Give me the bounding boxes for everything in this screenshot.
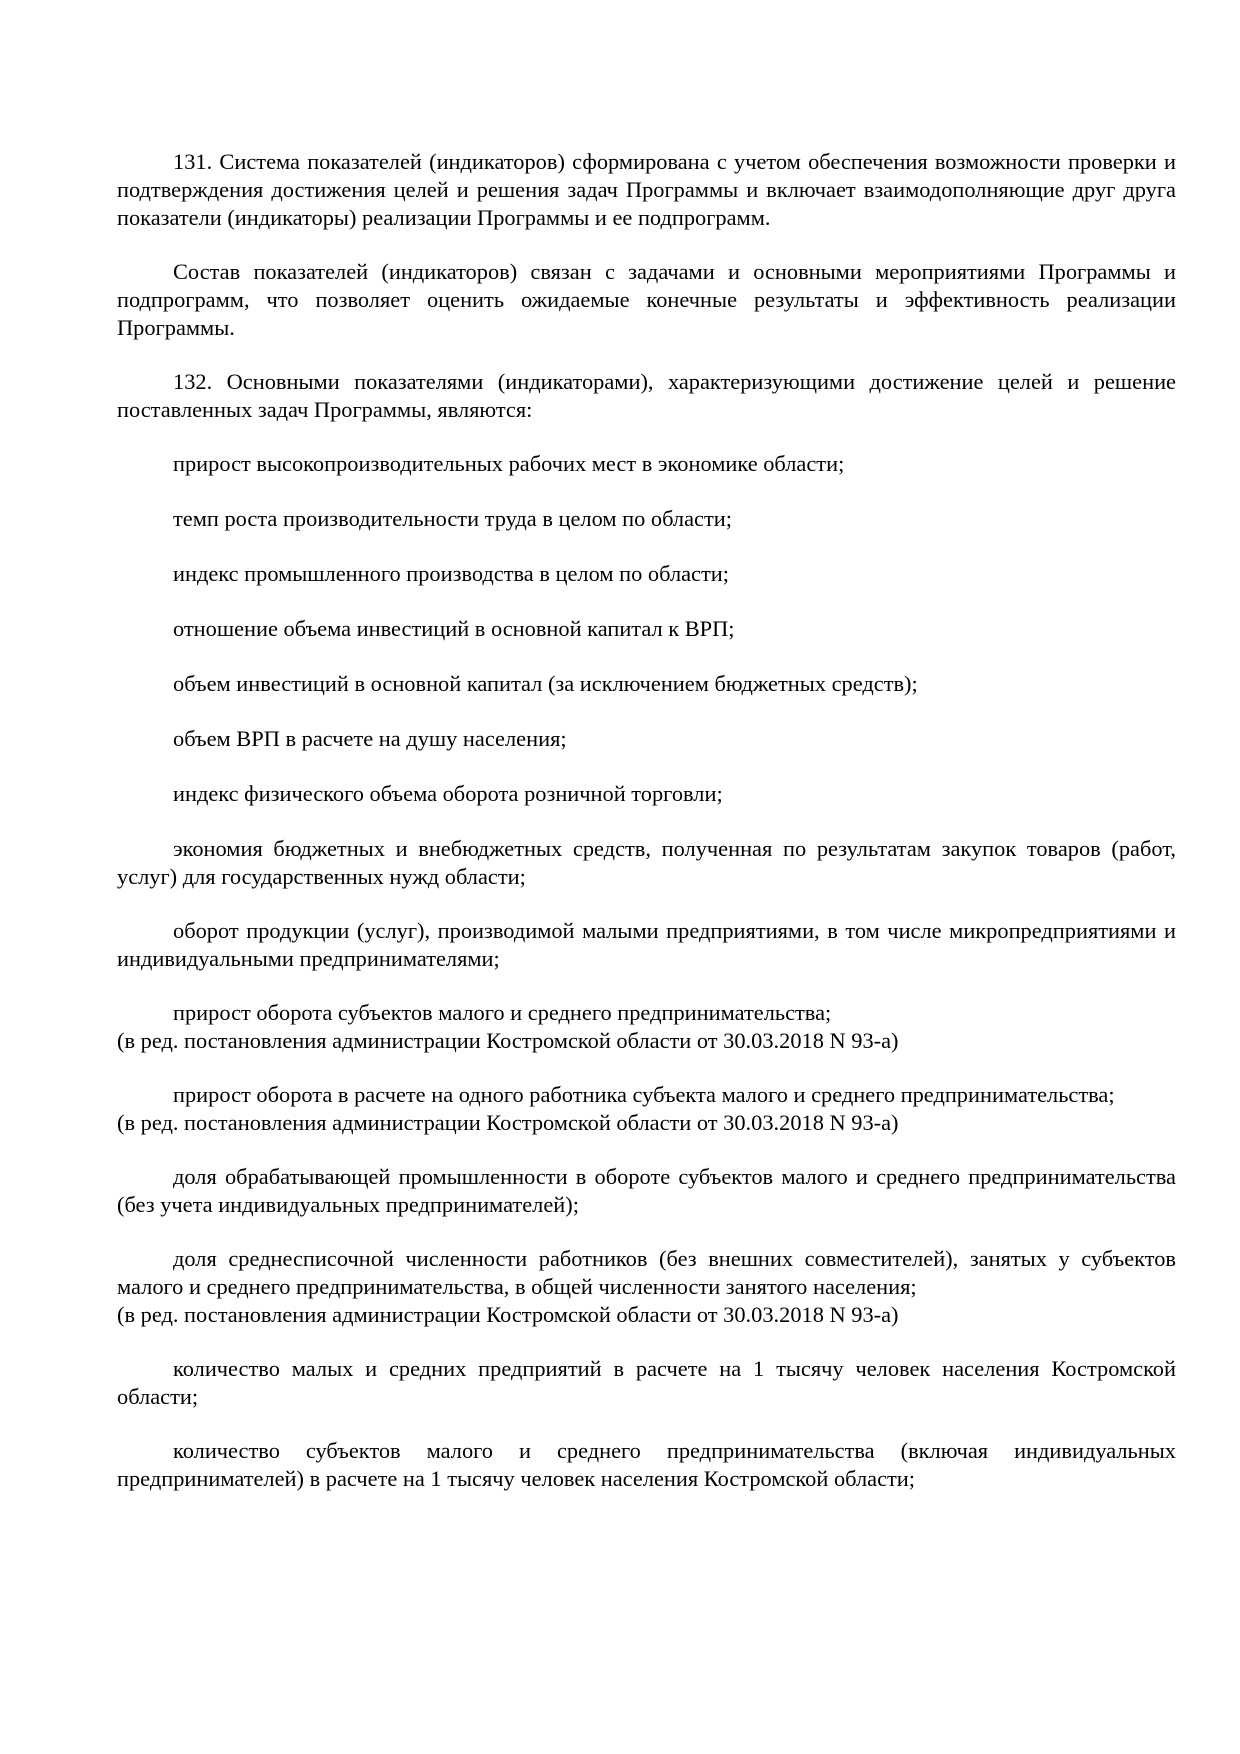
document-page [117, 148, 1176, 1519]
indicator-text: количество малых и средних предприятий в расчете на 1 тысячу человек населения Костромской области; [117, 1356, 1176, 1409]
indicator-item [117, 917, 1176, 973]
indicator-text: прирост оборота в расчете на одного работника субъекта малого и среднего предпринимательства; [173, 1082, 1115, 1107]
indicator-item [117, 1081, 1176, 1137]
amendment-note: (в ред. постановления администрации Костромской области от 30.03.2018 N 93-а) [117, 1110, 899, 1135]
indicator-item [117, 450, 1176, 478]
paragraph-text: 132. Основными показателями (индикаторами), характеризующими достижение целей и решение поставленных задач Программы, являются: [117, 369, 1176, 422]
amendment-note: (в ред. постановления администрации Костромской области от 30.03.2018 N 93-а) [117, 1302, 899, 1327]
indicator-item [117, 615, 1176, 643]
indicator-text: оборот продукции (услуг), производимой малыми предприятиями, в том числе микропредприятиями и индивидуальными предпринимателями; [117, 918, 1176, 971]
indicator-text: отношение объема инвестиций в основной капитал к ВРП; [173, 616, 735, 641]
indicator-item [117, 999, 1176, 1055]
indicator-text: экономия бюджетных и внебюджетных средств, полученная по результатам закупок товаров (работ, услуг) для государственных нужд области; [117, 836, 1176, 889]
indicator-item [117, 1163, 1176, 1219]
indicator-item [117, 1245, 1176, 1329]
paragraph-131 [117, 148, 1176, 232]
indicator-item [117, 1355, 1176, 1411]
indicator-text: объем инвестиций в основной капитал (за исключением бюджетных средств); [173, 671, 918, 696]
indicator-text: количество субъектов малого и среднего предпринимательства (включая индивидуальных предпринимателей) в расчете на 1 тысячу человек населения Костромской области; [117, 1438, 1176, 1491]
paragraph-indicators-composition [117, 258, 1176, 342]
paragraph-text: 131. Система показателей (индикаторов) сформирована с учетом обеспечения возможности проверки и подтверждения достижения целей и решения задач Программы и включает взаимодополняющие друг друга показатели (индикаторы) реализации Программы и ее подпрограмм. [117, 149, 1176, 230]
indicator-text: индекс промышленного производства в целом по области; [173, 561, 729, 586]
paragraph-text: Состав показателей (индикаторов) связан с задачами и основными мероприятиями Программы и подпрограмм, что позволяет оценить ожидаемые конечные результаты и эффективность реализации Программы. [117, 259, 1176, 340]
indicator-text: прирост оборота субъектов малого и среднего предпринимательства; [173, 1000, 832, 1025]
indicator-text: объем ВРП в расчете на душу населения; [173, 726, 567, 751]
indicator-item [117, 670, 1176, 698]
paragraph-132 [117, 368, 1176, 424]
indicator-text: доля обрабатывающей промышленности в обороте субъектов малого и среднего предпринимательства (без учета индивидуальных предпринимателей); [117, 1164, 1176, 1217]
indicator-text: темп роста производительности труда в целом по области; [173, 506, 732, 531]
indicator-item [117, 725, 1176, 753]
indicator-item [117, 780, 1176, 808]
indicator-item [117, 560, 1176, 588]
indicator-item [117, 1437, 1176, 1493]
indicator-item [117, 835, 1176, 891]
indicator-item [117, 505, 1176, 533]
indicator-text: прирост высокопроизводительных рабочих мест в экономике области; [173, 451, 845, 476]
amendment-note: (в ред. постановления администрации Костромской области от 30.03.2018 N 93-а) [117, 1028, 899, 1053]
indicator-text: доля среднесписочной численности работников (без внешних совместителей), занятых у субъектов малого и среднего предпринимательства, в общей численности занятого населения; [117, 1246, 1176, 1299]
indicator-text: индекс физического объема оборота розничной торговли; [173, 781, 723, 806]
